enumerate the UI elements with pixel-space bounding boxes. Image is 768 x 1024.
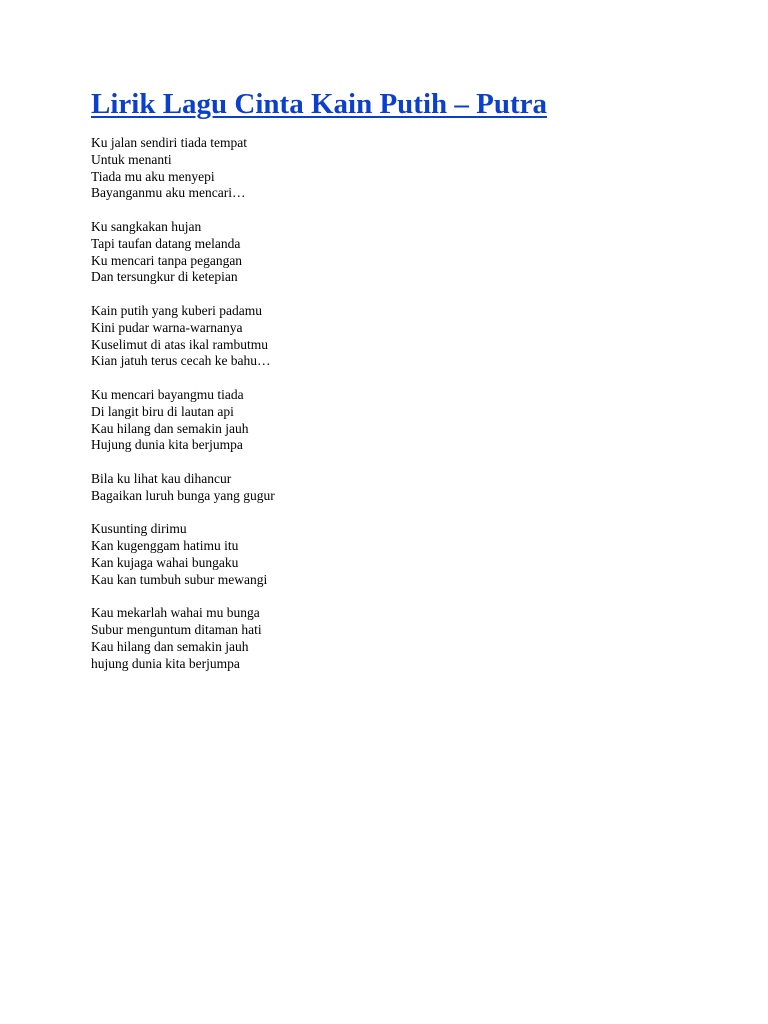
lyric-line: Ku mencari bayangmu tiada — [91, 386, 244, 402]
lyric-line: Di langit biru di lautan api — [91, 403, 234, 419]
lyric-line: Kain putih yang kuberi padamu — [91, 302, 262, 318]
stanza-3 — [91, 303, 731, 370]
lyric-line: Kau kan tumbuh subur mewangi — [91, 571, 268, 587]
stanza-5 — [91, 471, 731, 505]
lyric-line: Kian jatuh terus cecah ke bahu… — [91, 353, 271, 369]
lyric-line: Ku mencari tanpa pegangan — [91, 252, 243, 268]
lyric-line: Kan kugenggam hatimu itu — [91, 538, 239, 554]
stanza-1 — [91, 135, 731, 202]
lyric-line: Bagaikan luruh bunga yang gugur — [91, 487, 275, 503]
lyric-line: Dan tersungkur di ketepian — [91, 269, 238, 285]
stanza-2 — [91, 219, 731, 286]
lyric-line: hujung dunia kita berjumpa — [91, 655, 240, 671]
stanza-6 — [91, 521, 731, 588]
lyric-line: Kau hilang dan semakin jauh — [91, 638, 249, 654]
stanza-7 — [91, 605, 731, 672]
lyric-line: Subur menguntum ditaman hati — [91, 622, 262, 638]
lyric-line: Kau hilang dan semakin jauh — [91, 420, 249, 436]
lyric-line: Ku jalan sendiri tiada tempat — [91, 135, 247, 150]
page-title-link[interactable]: Lirik Lagu Cinta Kain Putih – Putra — [91, 88, 548, 120]
lyric-line: Untuk menanti — [91, 151, 172, 167]
lyric-line: Tiada mu aku menyepi — [91, 168, 215, 184]
lyric-line: Kini pudar warna-warnanya — [91, 319, 243, 335]
lyric-line: Kuselimut di atas ikal rambutmu — [91, 336, 268, 352]
lyric-line: Kau mekarlah wahai mu bunga — [91, 605, 260, 621]
stanza-4 — [91, 387, 731, 454]
lyric-line: Tapi taufan datang melanda — [91, 235, 241, 251]
lyric-line: Kusunting dirimu — [91, 521, 187, 537]
lyric-line: Ku sangkakan hujan — [91, 218, 202, 234]
lyrics-body — [91, 135, 731, 673]
lyric-line: Hujung dunia kita berjumpa — [91, 437, 243, 453]
lyric-line: Bila ku lihat kau dihancur — [91, 470, 232, 486]
lyric-line: Bayanganmu aku mencari… — [91, 185, 246, 201]
document-page — [91, 86, 731, 689]
lyric-line: Kan kujaga wahai bungaku — [91, 554, 239, 570]
